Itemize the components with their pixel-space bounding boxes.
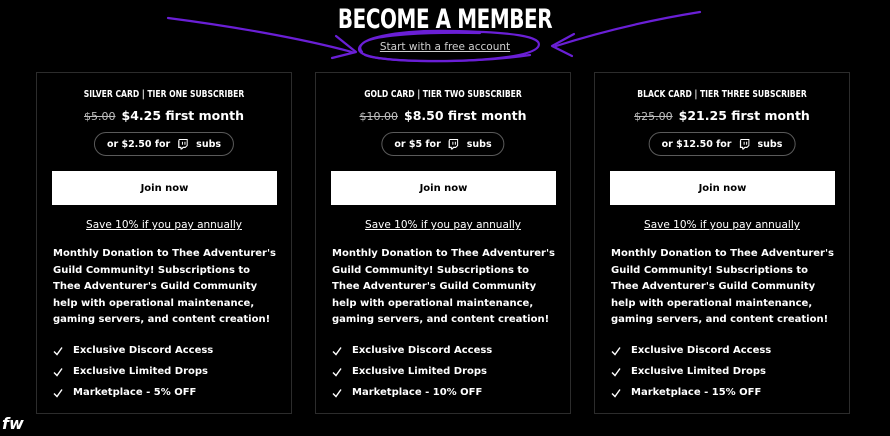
feature-item: [611, 382, 839, 403]
card-title: GOLD CARD | TIER TWO SUBSCRIBER: [364, 89, 522, 100]
tier-card-black: [594, 72, 850, 414]
check-icon: [53, 367, 63, 377]
join-now-button[interactable]: Join now: [610, 171, 835, 205]
feature-label: Exclusive Limited Drops: [73, 366, 208, 377]
feature-label: Exclusive Limited Drops: [631, 366, 766, 377]
card-title: SILVER CARD | TIER ONE SUBSCRIBER: [83, 89, 245, 100]
feature-label: Marketplace - 15% OFF: [631, 387, 762, 398]
save-annually-link[interactable]: Save 10% if you pay annually: [365, 219, 521, 231]
card-title: BLACK CARD | TIER THREE SUBSCRIBER: [637, 89, 807, 100]
save-annually-link[interactable]: Save 10% if you pay annually: [644, 219, 800, 231]
twitch-icon: [738, 138, 750, 150]
card-price: [316, 108, 570, 123]
subs-pill[interactable]: [649, 132, 796, 156]
feature-item: [53, 361, 281, 382]
watermark-logo: fw: [2, 414, 24, 433]
feature-item: [332, 361, 560, 382]
current-price: $21.25 first month: [678, 108, 810, 123]
feature-list: [611, 340, 839, 403]
check-icon: [53, 388, 63, 398]
current-price: $4.25 first month: [121, 108, 244, 123]
tier-card-silver: [36, 72, 292, 414]
join-now-button[interactable]: Join now: [331, 171, 556, 205]
page-title: BECOME A MEMBER: [337, 4, 553, 35]
join-now-button[interactable]: Join now: [52, 171, 277, 205]
subs-pill[interactable]: [381, 132, 504, 156]
pill-prefix: or $2.50 for: [106, 138, 171, 150]
save-annually-link[interactable]: Save 10% if you pay annually: [86, 219, 242, 231]
feature-item: [611, 340, 839, 361]
old-price: $5.00: [84, 110, 116, 123]
card-description: Monthly Donation to Thee Adventurer's Guild Community! Subscriptions to Thee Adventurer's Guild Community help with operational maintenance, gaming servers, and content creation!: [332, 248, 555, 325]
twitch-icon: [448, 138, 460, 150]
feature-list: [332, 340, 560, 403]
pill-suffix: subs: [196, 138, 222, 150]
card-price: [595, 108, 849, 123]
free-account-link[interactable]: Start with a free account: [379, 41, 511, 53]
feature-item: [53, 382, 281, 403]
feature-label: Exclusive Discord Access: [352, 345, 493, 356]
check-icon: [611, 346, 621, 356]
feature-label: Exclusive Discord Access: [73, 345, 214, 356]
old-price: $25.00: [634, 110, 673, 123]
check-icon: [53, 346, 63, 356]
card-price: [37, 108, 291, 123]
pill-suffix: subs: [757, 138, 783, 150]
check-icon: [332, 367, 342, 377]
card-description: Monthly Donation to Thee Adventurer's Guild Community! Subscriptions to Thee Adventurer's Guild Community help with operational maintenance, gaming servers, and content creation!: [53, 248, 276, 325]
feature-label: Marketplace - 5% OFF: [73, 387, 197, 398]
feature-list: [53, 340, 281, 403]
feature-label: Marketplace - 10% OFF: [352, 387, 483, 398]
card-description: Monthly Donation to Thee Adventurer's Guild Community! Subscriptions to Thee Adventurer's Guild Community help with operational maintenance, gaming servers, and content creation!: [611, 248, 834, 325]
check-icon: [611, 388, 621, 398]
old-price: $10.00: [359, 110, 398, 123]
feature-item: [611, 361, 839, 382]
current-price: $8.50 first month: [404, 108, 527, 123]
tier-card-gold: [315, 72, 571, 414]
check-icon: [332, 388, 342, 398]
pill-prefix: or $5 for: [394, 138, 441, 150]
pill-suffix: subs: [466, 138, 492, 150]
feature-item: [53, 340, 281, 361]
subs-pill[interactable]: [94, 132, 234, 156]
feature-label: Exclusive Discord Access: [631, 345, 772, 356]
twitch-icon: [177, 138, 189, 150]
check-icon: [611, 367, 621, 377]
feature-item: [332, 382, 560, 403]
check-icon: [332, 346, 342, 356]
feature-item: [332, 340, 560, 361]
pill-prefix: or $12.50 for: [661, 138, 732, 150]
feature-label: Exclusive Limited Drops: [352, 366, 487, 377]
